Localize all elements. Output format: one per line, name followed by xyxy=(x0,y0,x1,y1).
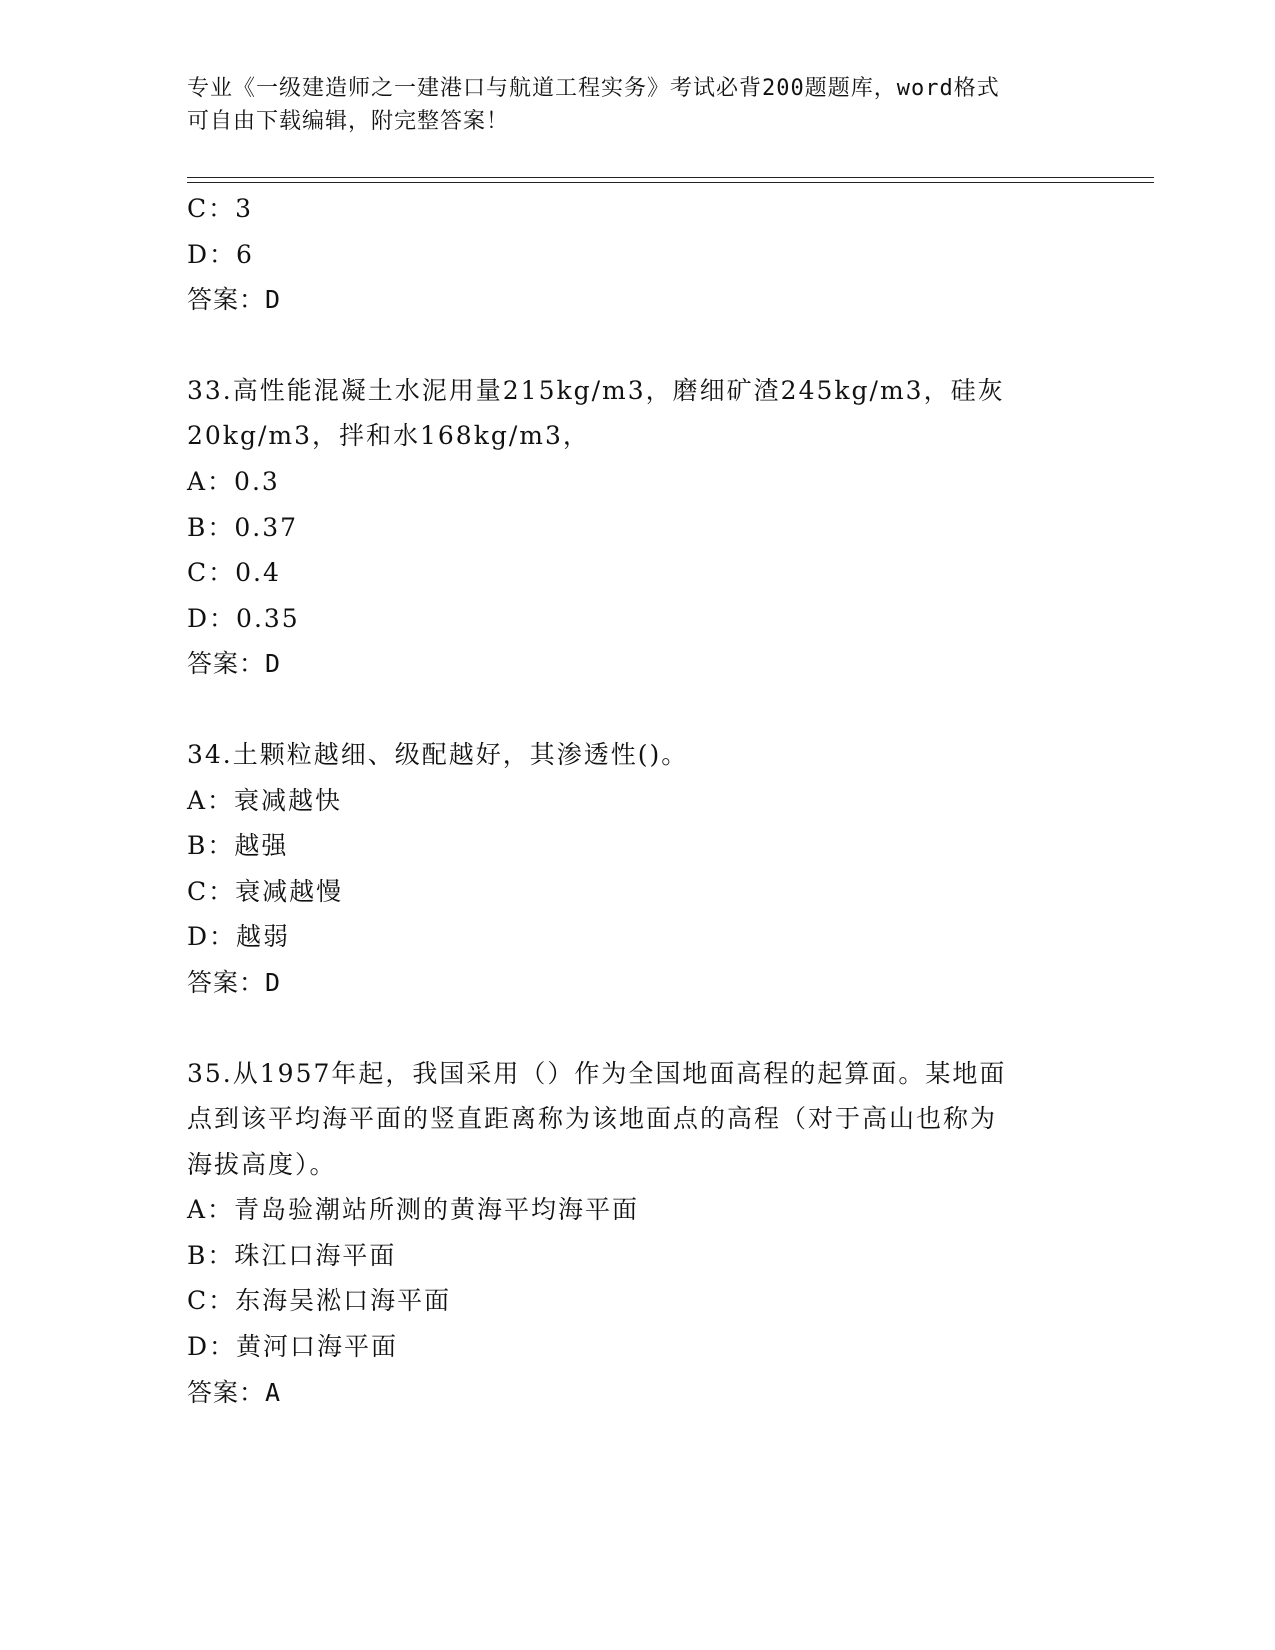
answer-line: 答案：D xyxy=(187,967,282,997)
question-stem: 20kg/m3，拌和水168kg/m3， xyxy=(187,421,590,451)
question-stem: 34.土颗粒越细、级配越好，其渗透性()。 xyxy=(187,739,689,769)
option-b: B：0.37 xyxy=(187,512,299,542)
option-c: C：衰减越慢 xyxy=(187,876,344,906)
option-c: C：3 xyxy=(187,194,254,223)
answer-line: 答案：D xyxy=(187,285,282,315)
question-list xyxy=(187,186,1087,1415)
answer-line: 答案：D xyxy=(187,649,282,679)
option-a: A：衰减越快 xyxy=(187,785,343,815)
option-d: D：黄河口海平面 xyxy=(187,1332,399,1362)
header-line-2: 可自由下载编辑，附完整答案！ xyxy=(187,109,510,134)
option-d: D：6 xyxy=(187,239,254,269)
option-c: C：东海吴淞口海平面 xyxy=(187,1286,452,1316)
question-block-prev xyxy=(187,186,1087,323)
option-d: D：越弱 xyxy=(187,922,291,952)
question-block-33 xyxy=(187,368,1087,687)
question-stem: 35.从1957年起，我国采用（）作为全国地面高程的起算面。某地面 xyxy=(187,1058,1007,1088)
question-block-35 xyxy=(187,1051,1087,1416)
header-divider-bottom xyxy=(187,182,1154,183)
header-line-1: 专业《一级建造师之一建港口与航道工程实务》考试必背200题题库，word格式 xyxy=(187,76,1000,101)
option-d: D：0.35 xyxy=(187,603,300,633)
question-stem: 海拔高度）。 xyxy=(187,1149,337,1179)
document-header xyxy=(187,72,1087,138)
option-a: A：0.3 xyxy=(187,466,280,496)
option-c: C：0.4 xyxy=(187,558,281,588)
option-b: B：珠江口海平面 xyxy=(187,1240,397,1270)
question-block-34 xyxy=(187,732,1087,1006)
option-a: A：青岛验潮站所测的黄海平均海平面 xyxy=(187,1195,640,1225)
option-b: B：越强 xyxy=(187,831,289,861)
answer-line: 答案：A xyxy=(187,1377,282,1407)
question-stem: 点到该平均海平面的竖直距离称为该地面点的高程（对于高山也称为 xyxy=(187,1104,998,1134)
header-divider-top xyxy=(187,177,1154,178)
question-stem: 33.高性能混凝土水泥用量215kg/m3，磨细矿渣245kg/m3，硅灰 xyxy=(187,375,1005,405)
